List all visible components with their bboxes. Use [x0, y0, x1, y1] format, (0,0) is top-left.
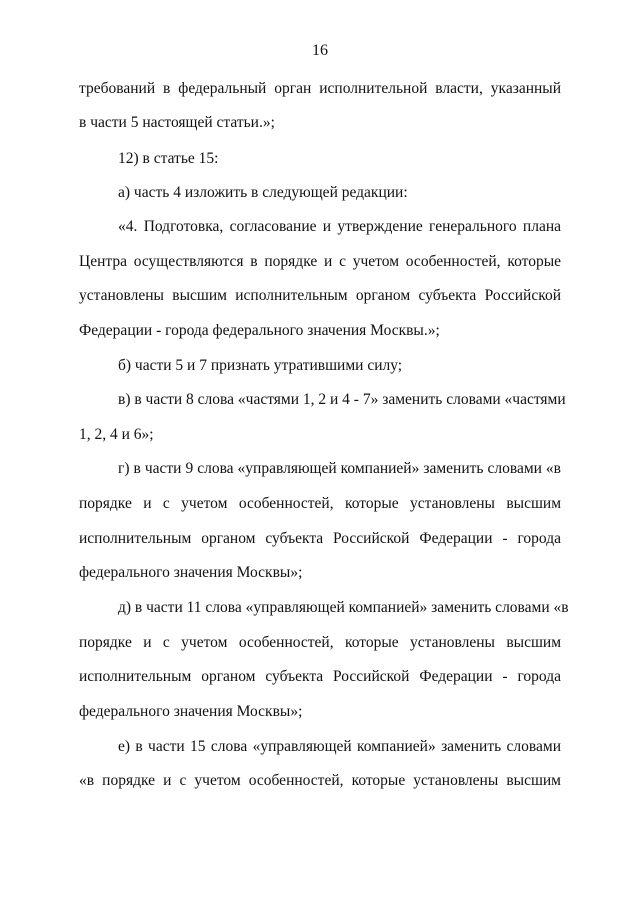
text-line-20: е) в части 15 слова «управляющей компанией» заменить словами: [118, 738, 561, 755]
text-line-1: требований в федеральный орган исполнительной власти, указанный: [79, 80, 561, 97]
text-line-2: в части 5 настоящей статьи.»;: [79, 114, 275, 131]
text-line-3: 12) в статье 15:: [118, 150, 219, 167]
text-line-11: 1, 2, 4 и 6»;: [79, 426, 154, 443]
page-number: 16: [312, 42, 328, 59]
text-line-16: д) в части 11 слова «управляющей компанией» заменить словами «в: [118, 599, 569, 616]
text-line-19: федерального значения Москвы»;: [79, 703, 303, 720]
text-line-10: в) в части 8 слова «частями 1, 2 и 4 - 7» заменить словами «частями: [118, 391, 566, 408]
text-line-7: установлены высшим исполнительным органом субъекта Российской: [79, 287, 561, 304]
text-line-8: Федерации - города федерального значения Москвы.»;: [79, 322, 440, 339]
text-line-14: исполнительным органом субъекта Российской Федерации - города: [79, 530, 561, 547]
text-line-4: а) часть 4 изложить в следующей редакции:: [118, 184, 408, 201]
text-line-6: Центра осуществляются в порядке и с учетом особенностей, которые: [79, 253, 561, 270]
text-line-15: федерального значения Москвы»;: [79, 564, 303, 581]
text-line-21: «в порядке и с учетом особенностей, которые установлены высшим: [79, 772, 561, 789]
text-line-18: исполнительным органом субъекта Российской Федерации - города: [79, 668, 561, 685]
text-line-5: «4. Подготовка, согласование и утверждение генерального плана: [118, 218, 561, 235]
text-line-12: г) в части 9 слова «управляющей компанией» заменить словами «в: [118, 460, 561, 477]
text-line-9: б) части 5 и 7 признать утратившими силу;: [118, 357, 403, 374]
text-line-13: порядке и с учетом особенностей, которые установлены высшим: [79, 495, 561, 512]
text-line-17: порядке и с учетом особенностей, которые установлены высшим: [79, 634, 561, 651]
